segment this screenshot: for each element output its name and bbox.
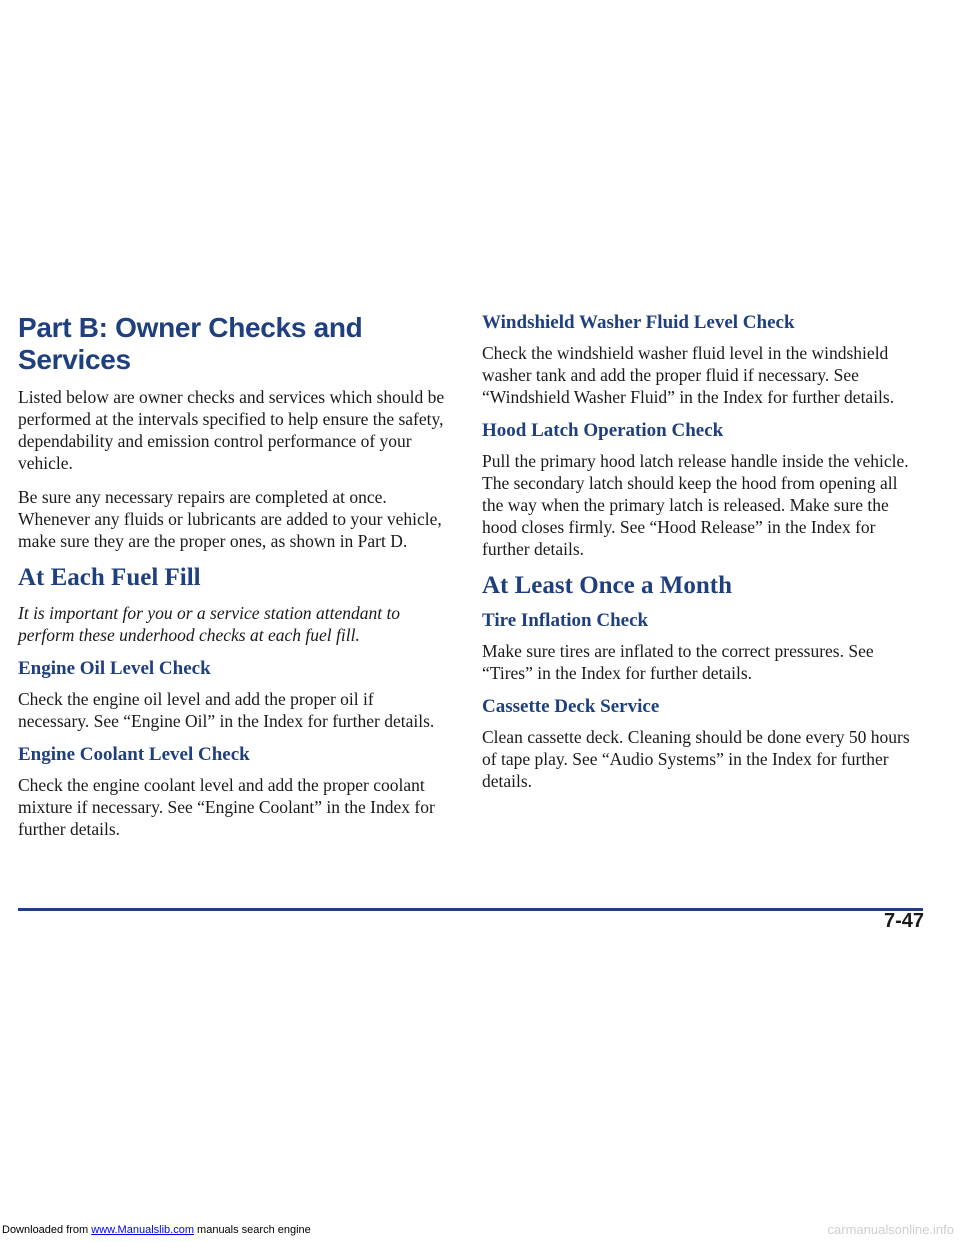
download-footer <box>2 1224 311 1236</box>
footer-prefix: Downloaded from <box>2 1224 92 1236</box>
left-column <box>18 312 448 852</box>
intro-paragraph: Listed below are owner checks and services which should be performed at the intervals specified to help ensure the safety, dependability and emission control performance of your vehicle. <box>18 387 445 473</box>
manualslib-link[interactable]: www.Manualslib.com <box>91 1224 194 1236</box>
washer-fluid-text: Check the windshield washer fluid level in the windshield washer tank and add the proper fluid if necessary. See “Windshield Washer Fluid” in the Index for further details. <box>482 343 895 407</box>
page-divider <box>18 908 923 911</box>
section-fuel-fill: At Each Fuel Fill <box>18 564 201 591</box>
tire-inflation-text: Make sure tires are inflated to the correct pressures. See “Tires” in the Index for further details. <box>482 641 874 683</box>
fuel-fill-intro: It is important for you or a service station attendant to perform these underhood checks at each fuel fill. <box>18 603 401 645</box>
hood-latch-heading: Hood Latch Operation Check <box>482 420 724 441</box>
right-column <box>482 312 922 804</box>
cassette-deck-heading: Cassette Deck Service <box>482 696 660 717</box>
watermark: carmanualsonline.info <box>827 1222 954 1237</box>
footer-suffix: manuals search engine <box>193 1224 311 1236</box>
engine-oil-heading: Engine Oil Level Check <box>18 658 211 679</box>
section-once-a-month: At Least Once a Month <box>482 572 732 599</box>
hood-latch-text: Pull the primary hood latch release handle inside the vehicle. The secondary latch should keep the hood from opening all the way when the primary latch is released. Make sure the hood closes firmly. See “Hood Release” in the Index for further details. <box>482 451 909 559</box>
tire-inflation-heading: Tire Inflation Check <box>482 610 649 631</box>
page-title: Part B: Owner Checks and Services <box>18 312 363 375</box>
page-number: 7-47 <box>884 910 925 932</box>
repairs-paragraph: Be sure any necessary repairs are completed at once. Whenever any fluids or lubricants are added to your vehicle, make sure they are the proper ones, as shown in Part D. <box>18 487 442 551</box>
engine-oil-text: Check the engine oil level and add the proper oil if necessary. See “Engine Oil” in the Index for further details. <box>18 689 435 731</box>
washer-fluid-heading: Windshield Washer Fluid Level Check <box>482 312 795 333</box>
engine-coolant-text: Check the engine coolant level and add the proper coolant mixture if necessary. See “Engine Coolant” in the Index for further details. <box>18 775 435 839</box>
engine-coolant-heading: Engine Coolant Level Check <box>18 744 250 765</box>
cassette-deck-text: Clean cassette deck. Cleaning should be done every 50 hours of tape play. See “Audio Systems” in the Index for further details. <box>482 727 910 791</box>
